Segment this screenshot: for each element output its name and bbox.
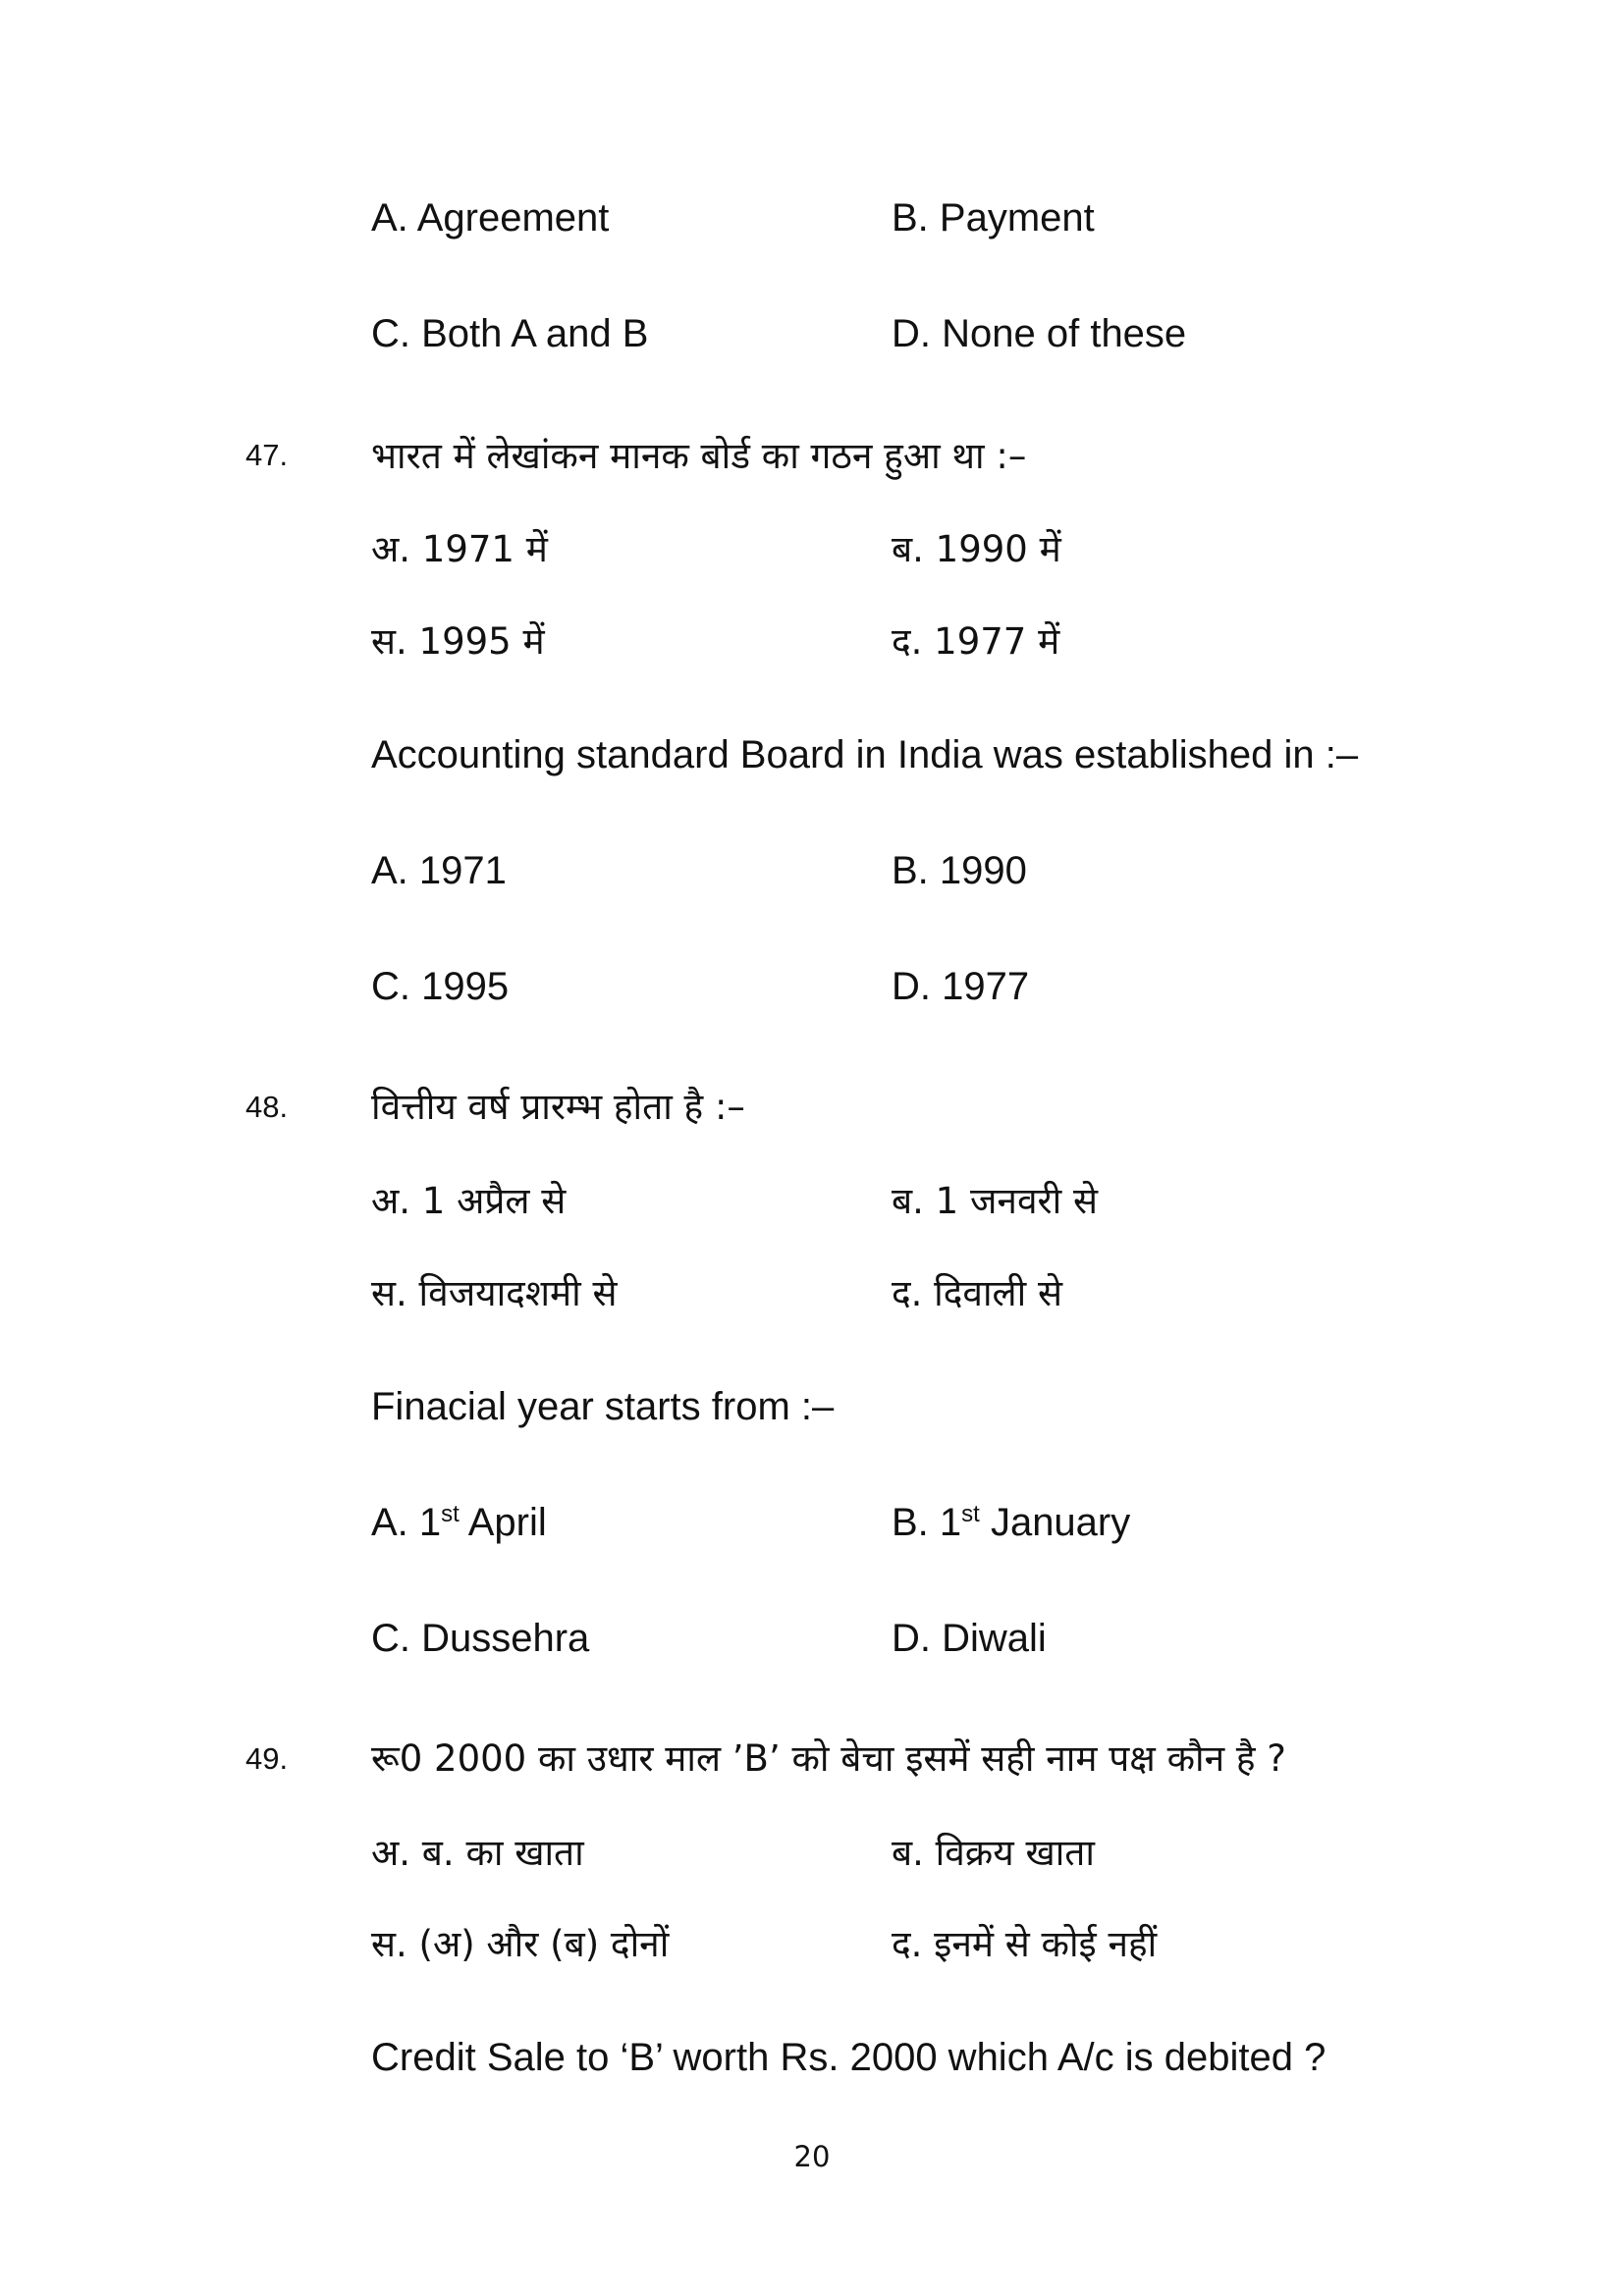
- option-text: April: [459, 1501, 547, 1544]
- ordinal-suffix: st: [961, 1501, 980, 1527]
- q49-english-question: Credit Sale to ‘B’ worth Rs. 2000 which A/c is debited ?: [371, 2036, 1326, 2079]
- q47-hindi-question: भारत में लेखांकन मानक बोर्ड का गठन हुआ था :–: [371, 435, 1027, 477]
- question-number: 47.: [245, 438, 289, 472]
- q48-hindi-option-c: स. विजयादशमी से: [371, 1272, 618, 1314]
- q48-hindi-option-b: ब. 1 जनवरी से: [892, 1180, 1099, 1222]
- question-number: 49.: [245, 1741, 289, 1776]
- q48-hindi-option-d: द. दिवाली से: [892, 1272, 1062, 1314]
- q49-hindi-option-b: ब. विक्रय खाता: [892, 1832, 1095, 1874]
- q47-hindi-option-d: द. 1977 में: [892, 620, 1060, 663]
- q46-option-d: D. None of these: [892, 312, 1187, 355]
- q48-english-option-c: C. Dussehra: [371, 1617, 590, 1660]
- q47-hindi-option-b: ब. 1990 में: [892, 528, 1061, 570]
- q48-english-question: Finacial year starts from :–: [371, 1385, 835, 1428]
- q48-english-option-a: [371, 1501, 547, 1545]
- q49-hindi-option-d: द. इनमें से कोई नहीं: [892, 1923, 1158, 1965]
- option-prefix: A. 1: [371, 1501, 442, 1544]
- q46-option-a: A. Agreement: [371, 196, 610, 240]
- q49-hindi-option-a: अ. ब. का खाता: [371, 1832, 584, 1874]
- q49-hindi-question: रू0 2000 का उधार माल ’B’ को बेचा इसमें सही नाम पक्ष कौन है ?: [371, 1737, 1286, 1780]
- q47-english-option-a: A. 1971: [371, 849, 507, 892]
- ordinal-suffix: st: [441, 1501, 460, 1527]
- q48-hindi-question: वित्तीय वर्ष प्रारम्भ होता है :–: [371, 1086, 745, 1128]
- q47-english-option-c: C. 1995: [371, 965, 510, 1008]
- q46-option-b: B. Payment: [892, 196, 1095, 240]
- q48-english-option-b: [892, 1501, 1130, 1545]
- q48-hindi-option-a: अ. 1 अप्रैल से: [371, 1180, 567, 1222]
- q47-english-option-b: B. 1990: [892, 849, 1027, 892]
- page-number: 20: [793, 2140, 831, 2173]
- q48-english-option-d: D. Diwali: [892, 1617, 1047, 1660]
- q49-hindi-option-c: स. (अ) और (ब) दोनों: [371, 1923, 670, 1965]
- q46-option-c: C. Both A and B: [371, 312, 649, 355]
- question-number: 48.: [245, 1090, 289, 1124]
- option-prefix: B. 1: [892, 1501, 962, 1544]
- option-text: January: [979, 1501, 1131, 1544]
- q47-hindi-option-c: स. 1995 में: [371, 620, 545, 663]
- q47-english-question: Accounting standard Board in India was established in :–: [371, 733, 1359, 776]
- q47-english-option-d: D. 1977: [892, 965, 1030, 1008]
- q47-hindi-option-a: अ. 1971 में: [371, 528, 548, 570]
